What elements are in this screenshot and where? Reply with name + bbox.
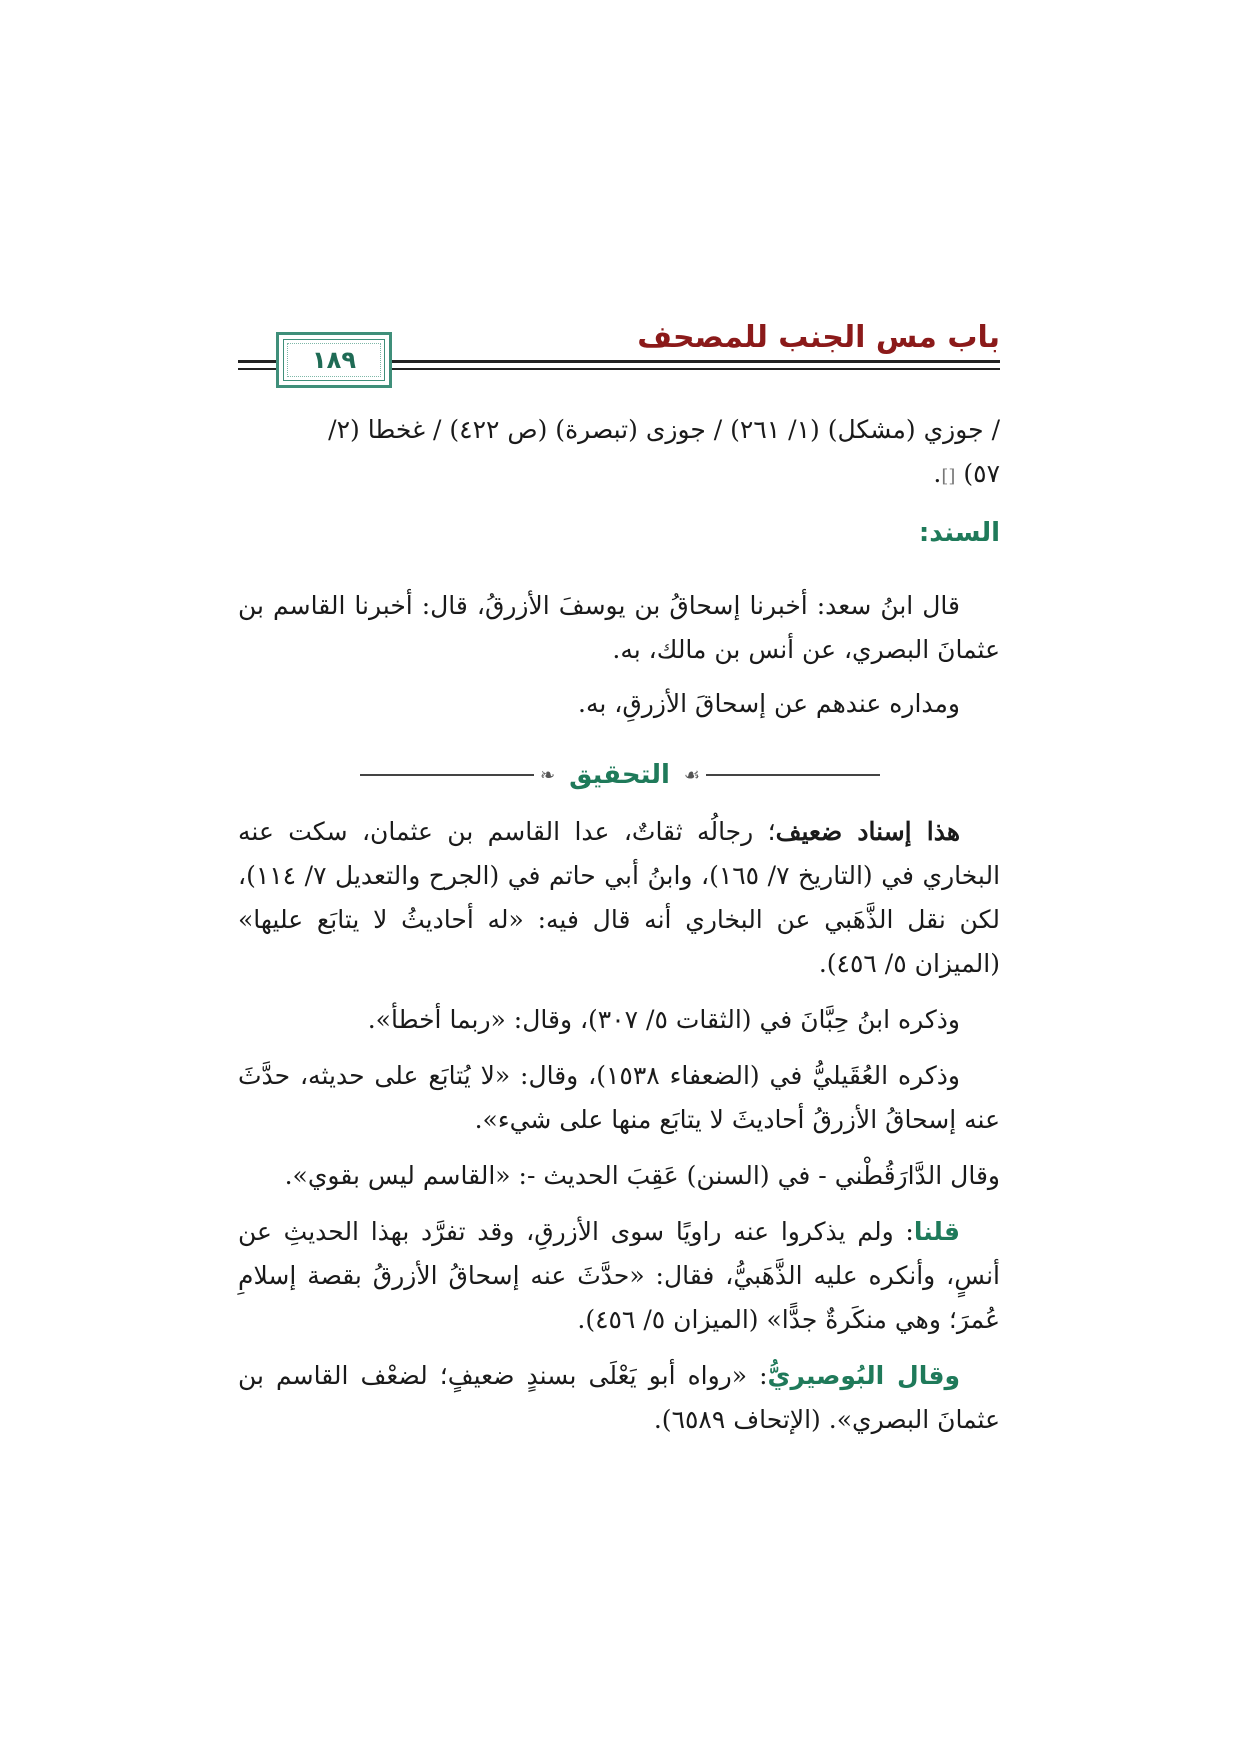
qulna-label: قلنا <box>913 1217 960 1246</box>
analysis-paragraph-5-text: : ولم يذكروا عنه راويًا سوى الأزرقِ، وقد تفرَّد بهذا الحديثِ عن أنسٍ، وأنكره عليه الذَّهَبيُّ، فقال: «حدَّثَ عنه إسحاقُ الأزرقُ بقصة إسلامِ عُمرَ؛ وهي منكَرةٌ جدًّا» (الميزان ٥/ ٤٥٦). <box>238 1217 1000 1334</box>
busiri-label: وقال البُوصيريُّ <box>767 1361 960 1390</box>
analysis-paragraph-1 <box>238 810 1000 986</box>
divider-line-left <box>360 774 534 776</box>
analysis-paragraph-5 <box>238 1210 1000 1342</box>
section-heading-tahqiq: التحقيق <box>569 760 670 790</box>
sanad-paragraph-2: ومداره عندهم عن إسحاقَ الأزرقِ، به. <box>578 689 960 718</box>
analysis-paragraph-6 <box>238 1354 1000 1442</box>
sanad-paragraph-1: قال ابنُ سعد: أخبرنا إسحاقُ بن يوسفَ الأزرقُ، قال: أخبرنا القاسم بن عثمانَ البصري، عن أنس بن مالك، به. <box>238 591 1000 664</box>
sanad-section <box>238 584 1000 726</box>
page-number-frame <box>276 332 392 388</box>
ornament-right-icon: ☙ <box>683 764 701 786</box>
continuation-text: ٥٧) <box>963 459 1000 488</box>
section-heading-sanad: السند: <box>918 518 1000 548</box>
page-header <box>238 310 1000 390</box>
analysis-paragraph-1-text: ؛ رجالُه ثقاتٌ، عدا القاسم بن عثمان، سكت عنه البخاري في (التاريخ ٧/ ١٦٥)، وابنُ أبي حاتم في (الجرح والتعديل ٧/ ١١٤)، لكن نقل الذَّهَبي عن البخاري أنه قال فيه: «له أحاديثُ لا يتابَع عليها» (الميزان ٥/ ٤٥٦). <box>238 817 1001 978</box>
tahqiq-divider <box>360 760 880 790</box>
analysis-section <box>238 810 1000 1442</box>
continuation-line-1: / جوزي (مشكل) (١/ ٢٦١) / جوزى (تبصرة) (ص ٤٢٢) / غخطا (٢/ <box>328 415 1000 444</box>
chapter-title: باب مس الجنب للمصحف <box>637 320 1000 355</box>
analysis-paragraph-6-text: : «رواه أبو يَعْلَى بسندٍ ضعيفٍ؛ لضعْف القاسم بن عثمانَ البصري». (الإتحاف ٦٥٨٩). <box>238 1361 1000 1434</box>
analysis-paragraph-3: وذكره العُقَيليُّ في (الضعفاء ١٥٣٨)، وقال: «لا يُتابَع على حديثه، حدَّثَ عنه إسحاقُ الأزرقُ أحاديثَ لا يتابَع منها على شيء». <box>238 1061 1000 1134</box>
continuation-line-2: ٥٧) []. <box>933 459 1000 488</box>
page-number: ١٨٩ <box>312 346 356 374</box>
analysis-paragraph-2: وذكره ابنُ حِبَّانَ في (الثقات ٥/ ٣٠٧)، وقال: «ربما أخطأ». <box>367 1005 960 1034</box>
divider-line-right <box>706 774 880 776</box>
footnote-continuation <box>238 408 1000 499</box>
analysis-paragraph-4: وقال الدَّارَقُطْني - في (السنن) عَقِبَ الحديث -: «القاسم ليس بقوي». <box>284 1161 1000 1190</box>
weak-chain-label: هذا إسناد ضعيف <box>775 817 961 846</box>
ornament-left-icon: ❧ <box>539 764 556 786</box>
bracket-marker: [] <box>941 466 956 487</box>
